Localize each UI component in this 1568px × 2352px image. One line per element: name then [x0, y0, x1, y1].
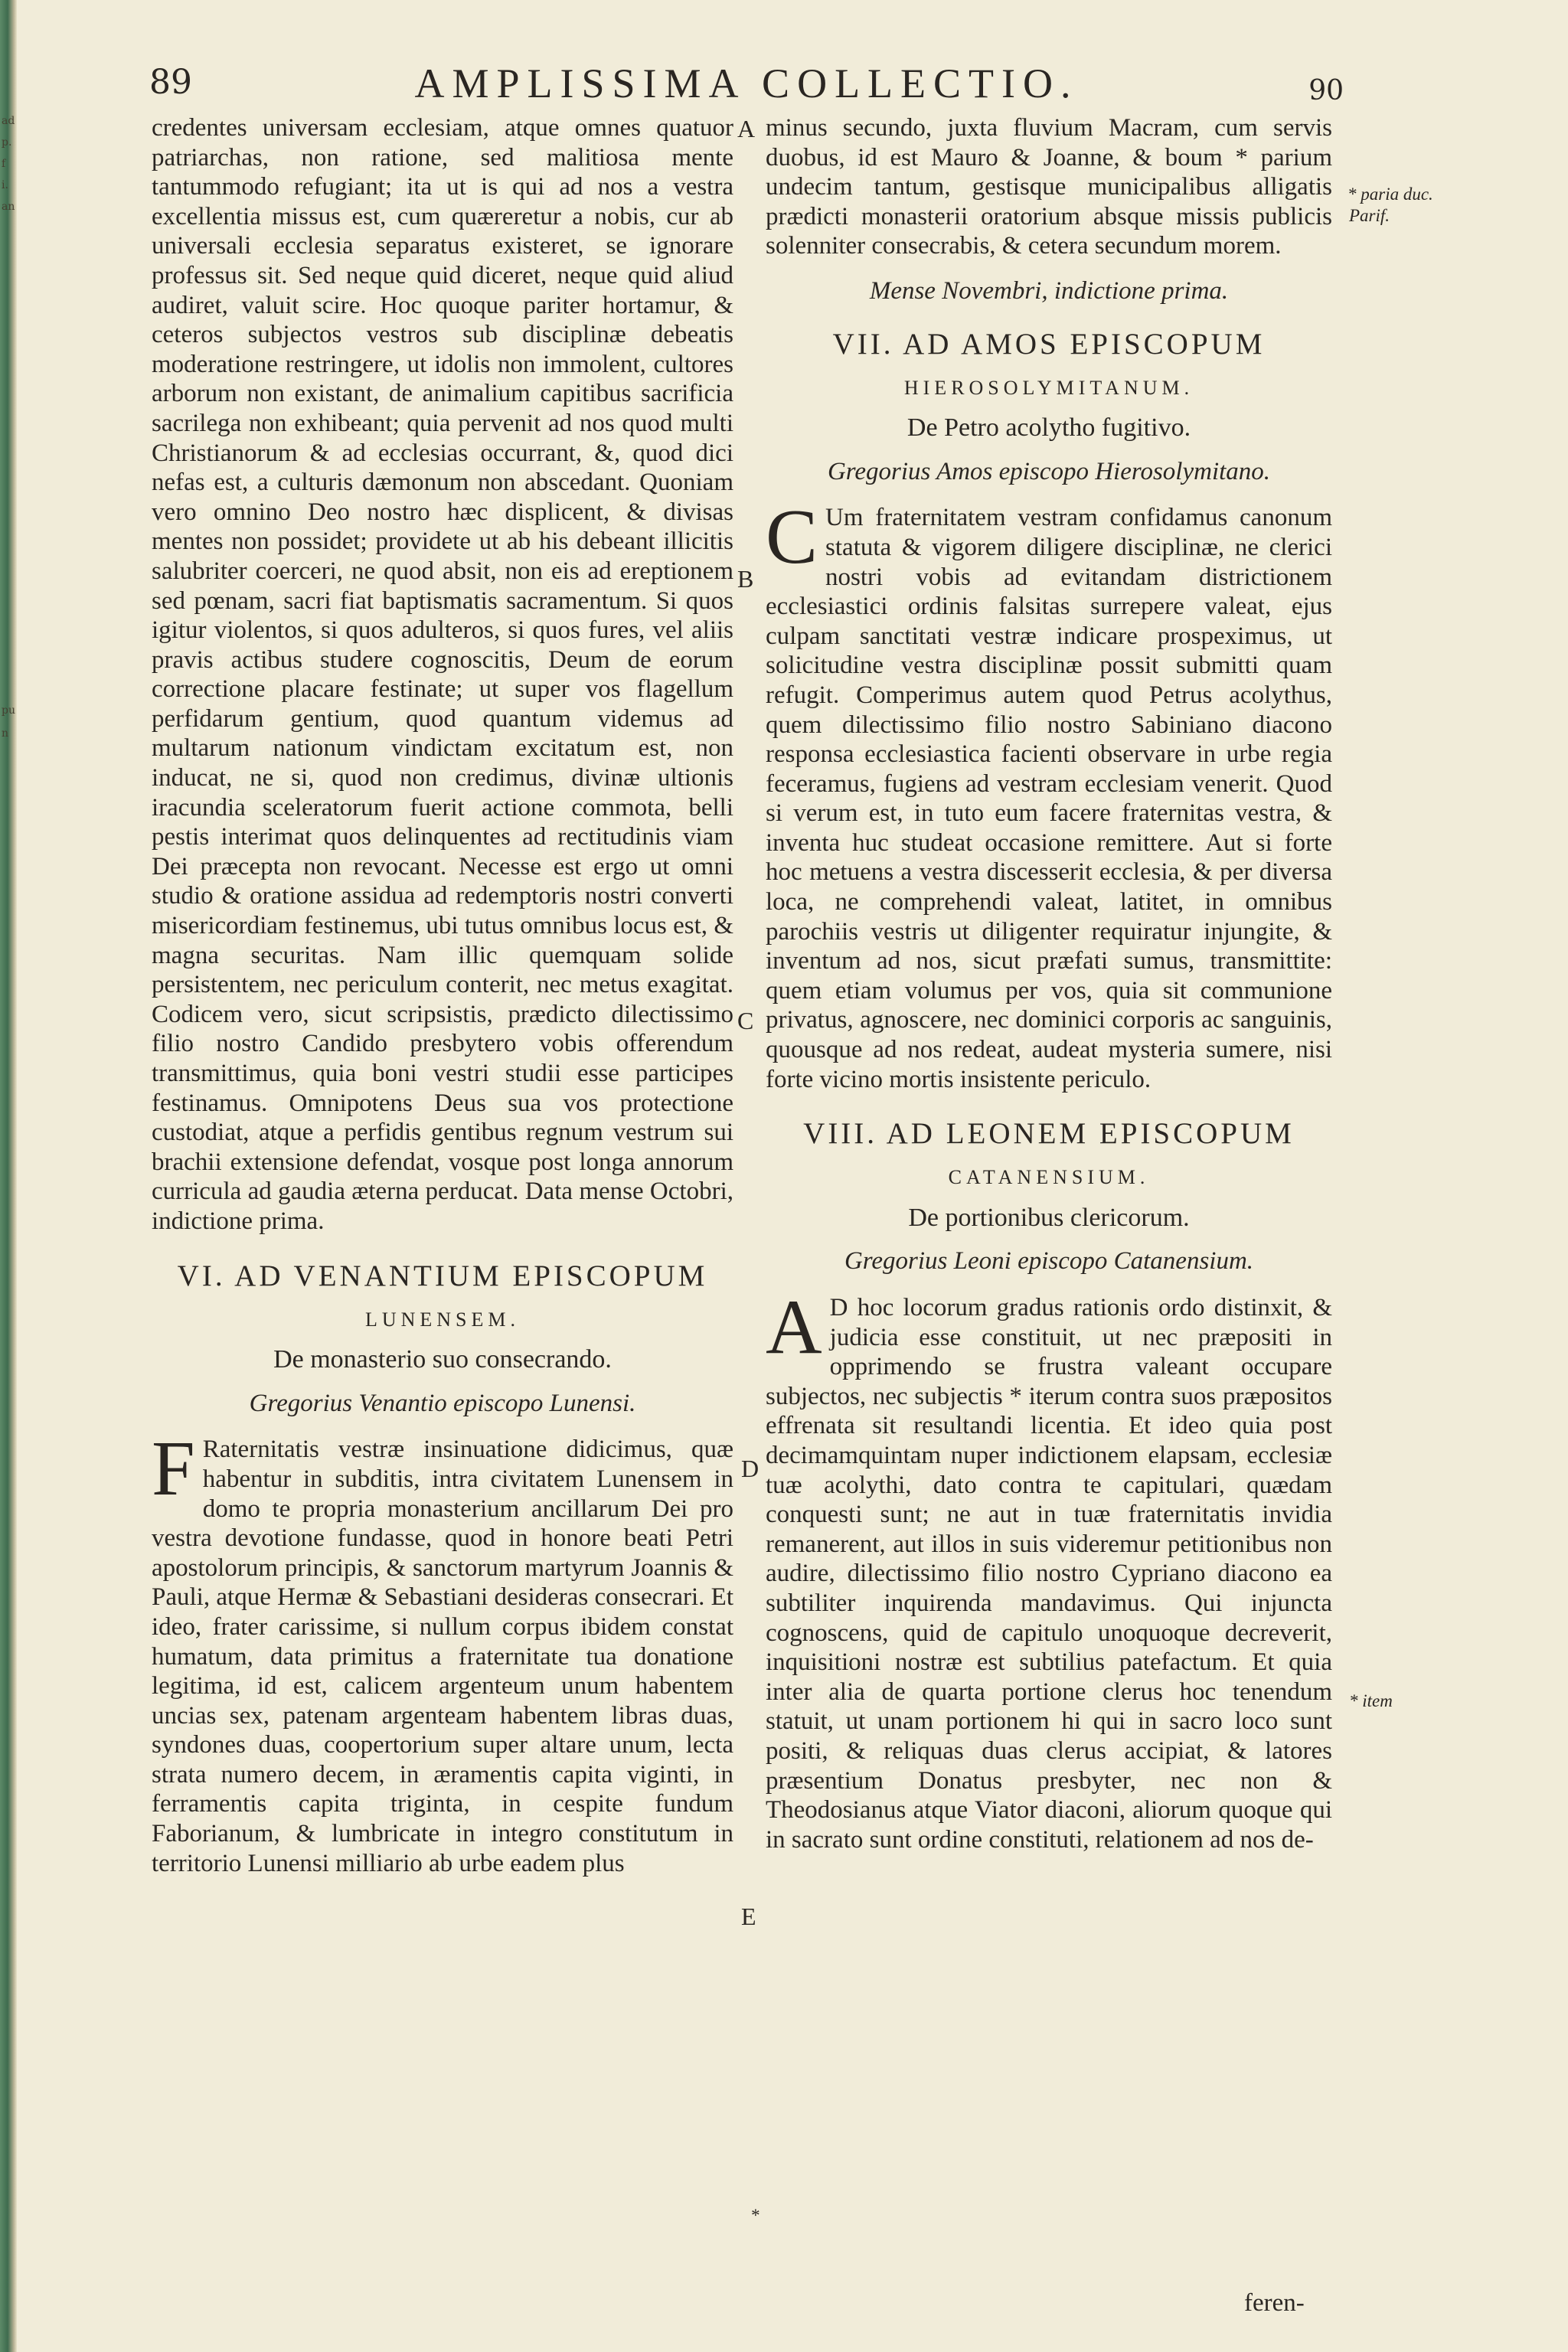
right-column: [766, 113, 1332, 2334]
section-vi-topic: De monasterio suo consecrando.: [273, 1345, 612, 1374]
page-header: [149, 60, 1344, 106]
section-viii-body: [766, 1284, 1332, 1854]
margin-note-variant-source: Parif.: [1349, 206, 1390, 225]
section-vii-topic: De Petro acolytho fugitivo.: [906, 413, 1191, 443]
page-number-right: 90: [1308, 75, 1344, 106]
section-vii-salutation: Gregorius Amos episcopo Hierosolymitano.: [827, 457, 1271, 485]
section-vii-heading: VII. AD AMOS EPISCOPUM: [832, 327, 1266, 361]
section-marker-b: B: [737, 565, 754, 593]
drop-cap: A: [766, 1284, 822, 1370]
section-vii-text: Um fraternitatem vestram confidamus canonum statuta & vigorem diligere disciplinæ, ne clerici nostri vobis ad evitandam districtionem ecclesiastici ordinis falsitas surrepere valeat, ejus culpam sanctitati vestræ indicare prospeximus, ut solicitudine vestra disciplinæ possit submitti quam refugit. Comperimus autem quod Petrus acolythus, quem dilectissimo filio nostro Sabiniano diacono responsa ecclesiastica facienti observare in urbe regia feceramus, fugiens ad vestram ecclesiam venerit. Quod si verum est, in tuto eum facere fraternitas vestra, & inventa huc studeat occasione remittere. Aut si forte hoc metuens a vestra discesserit ecclesia, & per diversa loca, ne comprehendi valeat, latitet, in omnibus parochiis vestris ut diligenter requiratur injungite, & inventum ad nos, sicut præfati sumus, transmittite: quem etiam volumus per vos, quia sit communione privatus, agnoscere, nec dominici corporis ac sanguinis, quousque ad nos redeat, audeat mysteria sumere, nisi forte vicino mortis insistente periculo.: [766, 504, 1332, 1093]
page-edge-fragment: pu: [2, 704, 15, 717]
section-vi-subheading: LUNENSEM.: [364, 1308, 521, 1331]
drop-cap: C: [766, 494, 818, 581]
section-viii-heading: VIII. AD LEONEM EPISCOPUM: [803, 1117, 1295, 1151]
margin-note-item: * item: [1349, 1691, 1393, 1710]
section-marker-d: D: [741, 1455, 760, 1482]
section-viii-salutation: Gregorius Leoni episcopo Catanensium.: [844, 1247, 1254, 1276]
left-column: [152, 113, 733, 2334]
drop-cap: F: [152, 1426, 195, 1513]
section-vi-heading: VI. AD VENANTIUM EPISCOPUM: [177, 1259, 708, 1292]
page-edge-fragment: ad: [2, 115, 15, 127]
margin-note-variant: * paria duc.: [1348, 185, 1433, 204]
section-viii-subheading: CATANENSIUM.: [948, 1166, 1150, 1189]
page-edge-binding: [0, 0, 17, 2352]
date-line: Mense Novembri, indictione prima.: [869, 276, 1229, 305]
section-viii-topic: De portionibus clericorum.: [908, 1203, 1190, 1232]
section-vi-text: Raternitatis vestræ insinuatione didicimus, quæ habentur in subditis, intra civitatem Lunensem in domo te propria monasterium ancillarum Dei pro vestra devotione fundasse, quod in honore beati Petri apostolorum principis, & sanctorum martyrum Joannis & Pauli, atque Hermæ & Sebastiani desideras consecrari. Et ideo, frater carissime, si nullum corpus ibidem constat humatum, data primitus a fraternitate tua donatione legitima, id est, calicem argenteum unum habentem uncias sex, patenam argenteam habentem libras duas, syndones duas, coopertorium super altare unum, lecta strata numero decem, in æramentis capita viginti, in ferramentis capita triginta, in cespite fundum Faborianum, & lumbricate in integro constitutum in territorio Lunensi milliario ab urbe eadem plus: [152, 1436, 733, 1877]
catchword: feren-: [1244, 2289, 1305, 2317]
section-vii-body: [766, 494, 1332, 1094]
section-viii-text: D hoc locorum gradus rationis ordo distinxit, & judicia esse constituit, ut nec præpositi in opprimendo se frustra valeant occupare subjectos, nec subjectis * iterum contra suos præpositos effrenata sit resultandi licentia. Et ideo quia post decimamquintam nuper indictionem elapsam, ecclesiæ tuæ acolythi, dato contra te capitulari, quædam conquesti sunt; ne aut in tuæ fraternitatis invidia remanerent, aut illos in suis videremur petitionibus non audire, dilectissimo filio nostro Cypriano diacono ea subtiliter inquirenda mandavimus. Qui injuncta cognoscens, quid de capitulo unoquoque decreverit, inquisitioni nostræ est subtilius patefactum. Et quia inter alia de quarta portione clerus hoc tenendum statuit, ut unam portionem hi qui in sacro loco sunt positi, & reliquas duas clerus accipiat, & latores præsentium Donatus presbyter, nec non & Theodosianus atque Viator diaconi, aliorum quoque qui in sacrato sunt ordine constituti, relationem ad nos de-: [766, 1294, 1332, 1854]
section-vii-subheading: HIEROSOLYMITANUM.: [903, 376, 1194, 399]
running-title: AMPLISSIMA COLLECTIO.: [414, 60, 1079, 106]
page-edge-fragment: p.: [2, 136, 12, 149]
section-marker-e: E: [741, 1903, 756, 1930]
section-vi-body: [152, 1426, 733, 1878]
letter-vi-continuation: minus secundo, juxta fluvium Macram, cum servis duobus, id est Mauro & Joanne, & boum * parium undecim tantum, gestisque municipalibus alligatis prædicti monasterii oratorium absque missis publicis solenniter consecrabis, & cetera secundum morem.: [766, 114, 1332, 260]
page-edge-fragment: an: [2, 201, 15, 213]
section-marker-c: C: [737, 1007, 754, 1034]
page-edge-fragment: f: [2, 158, 6, 170]
section-vi-salutation: Gregorius Venantio episcopo Lunensi.: [249, 1389, 636, 1417]
page-edge-fragment: i.: [2, 179, 8, 191]
section-marker-a: A: [737, 115, 756, 142]
margin-note-asterisk: *: [750, 2206, 760, 2225]
page-edge-fragment: n: [2, 727, 9, 740]
page-number-left: 89: [149, 63, 192, 102]
letter-v-continuation: credentes universam ecclesiam, atque omnes quatuor patriarchas, non ratione, sed malitiosa mente tantummodo refugiant; ita ut is qui ad nos a vestra excellentia missus est, cum quæreretur a nobis, cur ab universali ecclesia separatus existeret, se ignorare professus sit. Sed neque quid diceret, neque quid aliud audiret, valuit scire. Hoc quoque pariter hortamur, & ceteros subjectos vestros sub disciplinæ debeatis moderatione restringere, ut idolis non immolent, cultores arborum non existant, de animalium capitibus sacrificia sacrilega non exhibeant; quia pervenit ad nos quod multi Christianorum & ad ecclesias occurrant, &, quod dici nefas est, a culturis dæmonum non abscedant. Quoniam vero omnino Deo nostro hæc displicent, & divisas mentes non possidet; providete ut ab his debeant illicitis salubriter coerceri, ne quod absit, non eis ad ereptionem sed pœnam, sacri fiat baptismatis sacramentum. Si quos igitur violentos, si quos adulteros, si quos fures, vel aliis pravis actibus studere cognoscitis, Deum de eorum correctione placare festinate; ut super vos flagellum perfidarum gentium, quod quantum videmus ad multarum nationum vindictam excitatum est, non inducat, ne si, quod non credimus, divinæ ultionis iracundia sceleratorum fuerit actione commota, belli pestis interimat quos delinquentes ad rectitudinis viam Dei præcepta non revocant. Necesse est ergo ut omni studio & oratione assidua ad redemptoris nostri converti misericordiam festinemus, ubi tutus omnibus locus est, & magna securitas. Nam illic quemquam solide persistentem, nec periculum conterit, nec metus exagitat. Codicem vero, sicut scripsistis, prædicto dilectissimo filio nostro Candido presbytero vobis offerendum transmittimus, quia boni vestri studii esse participes festinamus. Omnipotens Deus sua vos protectione custodiat, atque a perfidis gentibus regnum vestrum sui brachii extensione defendat, vosque post longa annorum curricula ad gaudia æterna perducat. Data mense Octobri, indictione prima.: [152, 114, 733, 1235]
